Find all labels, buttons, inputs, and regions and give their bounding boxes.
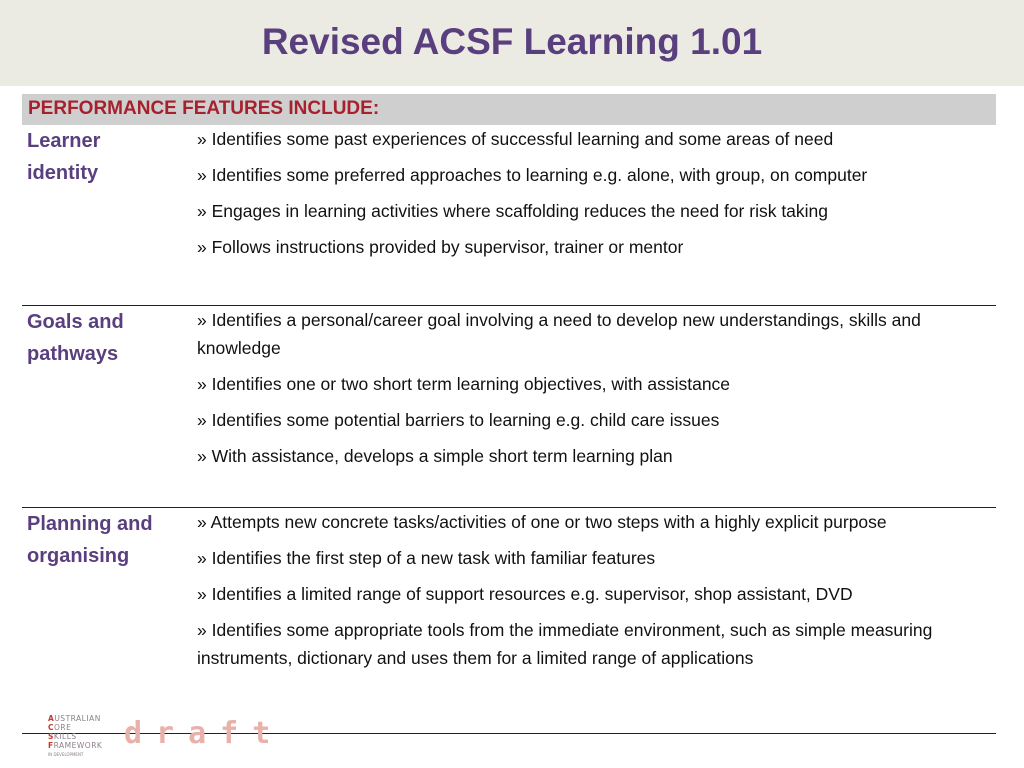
table-header-label: PERFORMANCE FEATURES INCLUDE: [28,98,380,119]
list-item: » With assistance, develops a simple short term learning plan [197,446,673,466]
section-label-line2: organising [27,545,130,567]
list-item: » Attempts new concrete tasks/activities of one or two steps with a highly explicit purpose [197,512,887,532]
section-label-line1: Learner [27,130,101,152]
list-item: » Engages in learning activities where scaffolding reduces the need for risk taking [197,201,829,221]
list-item: » Identifies one or two short term learning objectives, with assistance [197,374,731,394]
list-item: » Identifies some appropriate tools from the immediate environment, such as simple measuring instruments, dictionary and uses them for a limited range of applications [197,620,933,668]
list-item: » Identifies a personal/career goal involving a need to develop new understandings, skills and knowledge [197,310,921,358]
section-label-line2: identity [27,162,99,184]
draft-watermark: draft [124,716,285,751]
section-label [27,508,153,572]
list-item: » Identifies some potential barriers to learning e.g. child care issues [197,410,720,430]
feature-list [197,125,987,269]
acsf-logo [48,714,288,760]
section-label [27,306,124,370]
list-item: » Identifies some preferred approaches to learning e.g. alone, with group, on computer [197,165,868,185]
list-item: » Identifies the first step of a new task with familiar features [197,548,656,568]
list-item: » Identifies a limited range of support resources e.g. supervisor, shop assistant, DVD [197,584,853,604]
section-label [27,125,100,189]
logo-subline: IN DEVELOPMENT [48,752,84,757]
section-label-line1: Goals and [27,311,124,333]
list-item: » Identifies some past experiences of successful learning and some areas of need [197,129,834,149]
logo-wordmark: AUSTRALIAN CORE SKILLS FRAMEWORK [48,714,103,750]
list-item: » Follows instructions provided by supervisor, trainer or mentor [197,237,684,257]
feature-list [197,508,987,680]
table-header [22,94,996,125]
page-title: Revised ACSF Learning 1.01 [261,21,763,62]
section-label-line1: Planning and [27,513,153,535]
feature-list [197,306,987,478]
section-label-line2: pathways [27,343,119,365]
